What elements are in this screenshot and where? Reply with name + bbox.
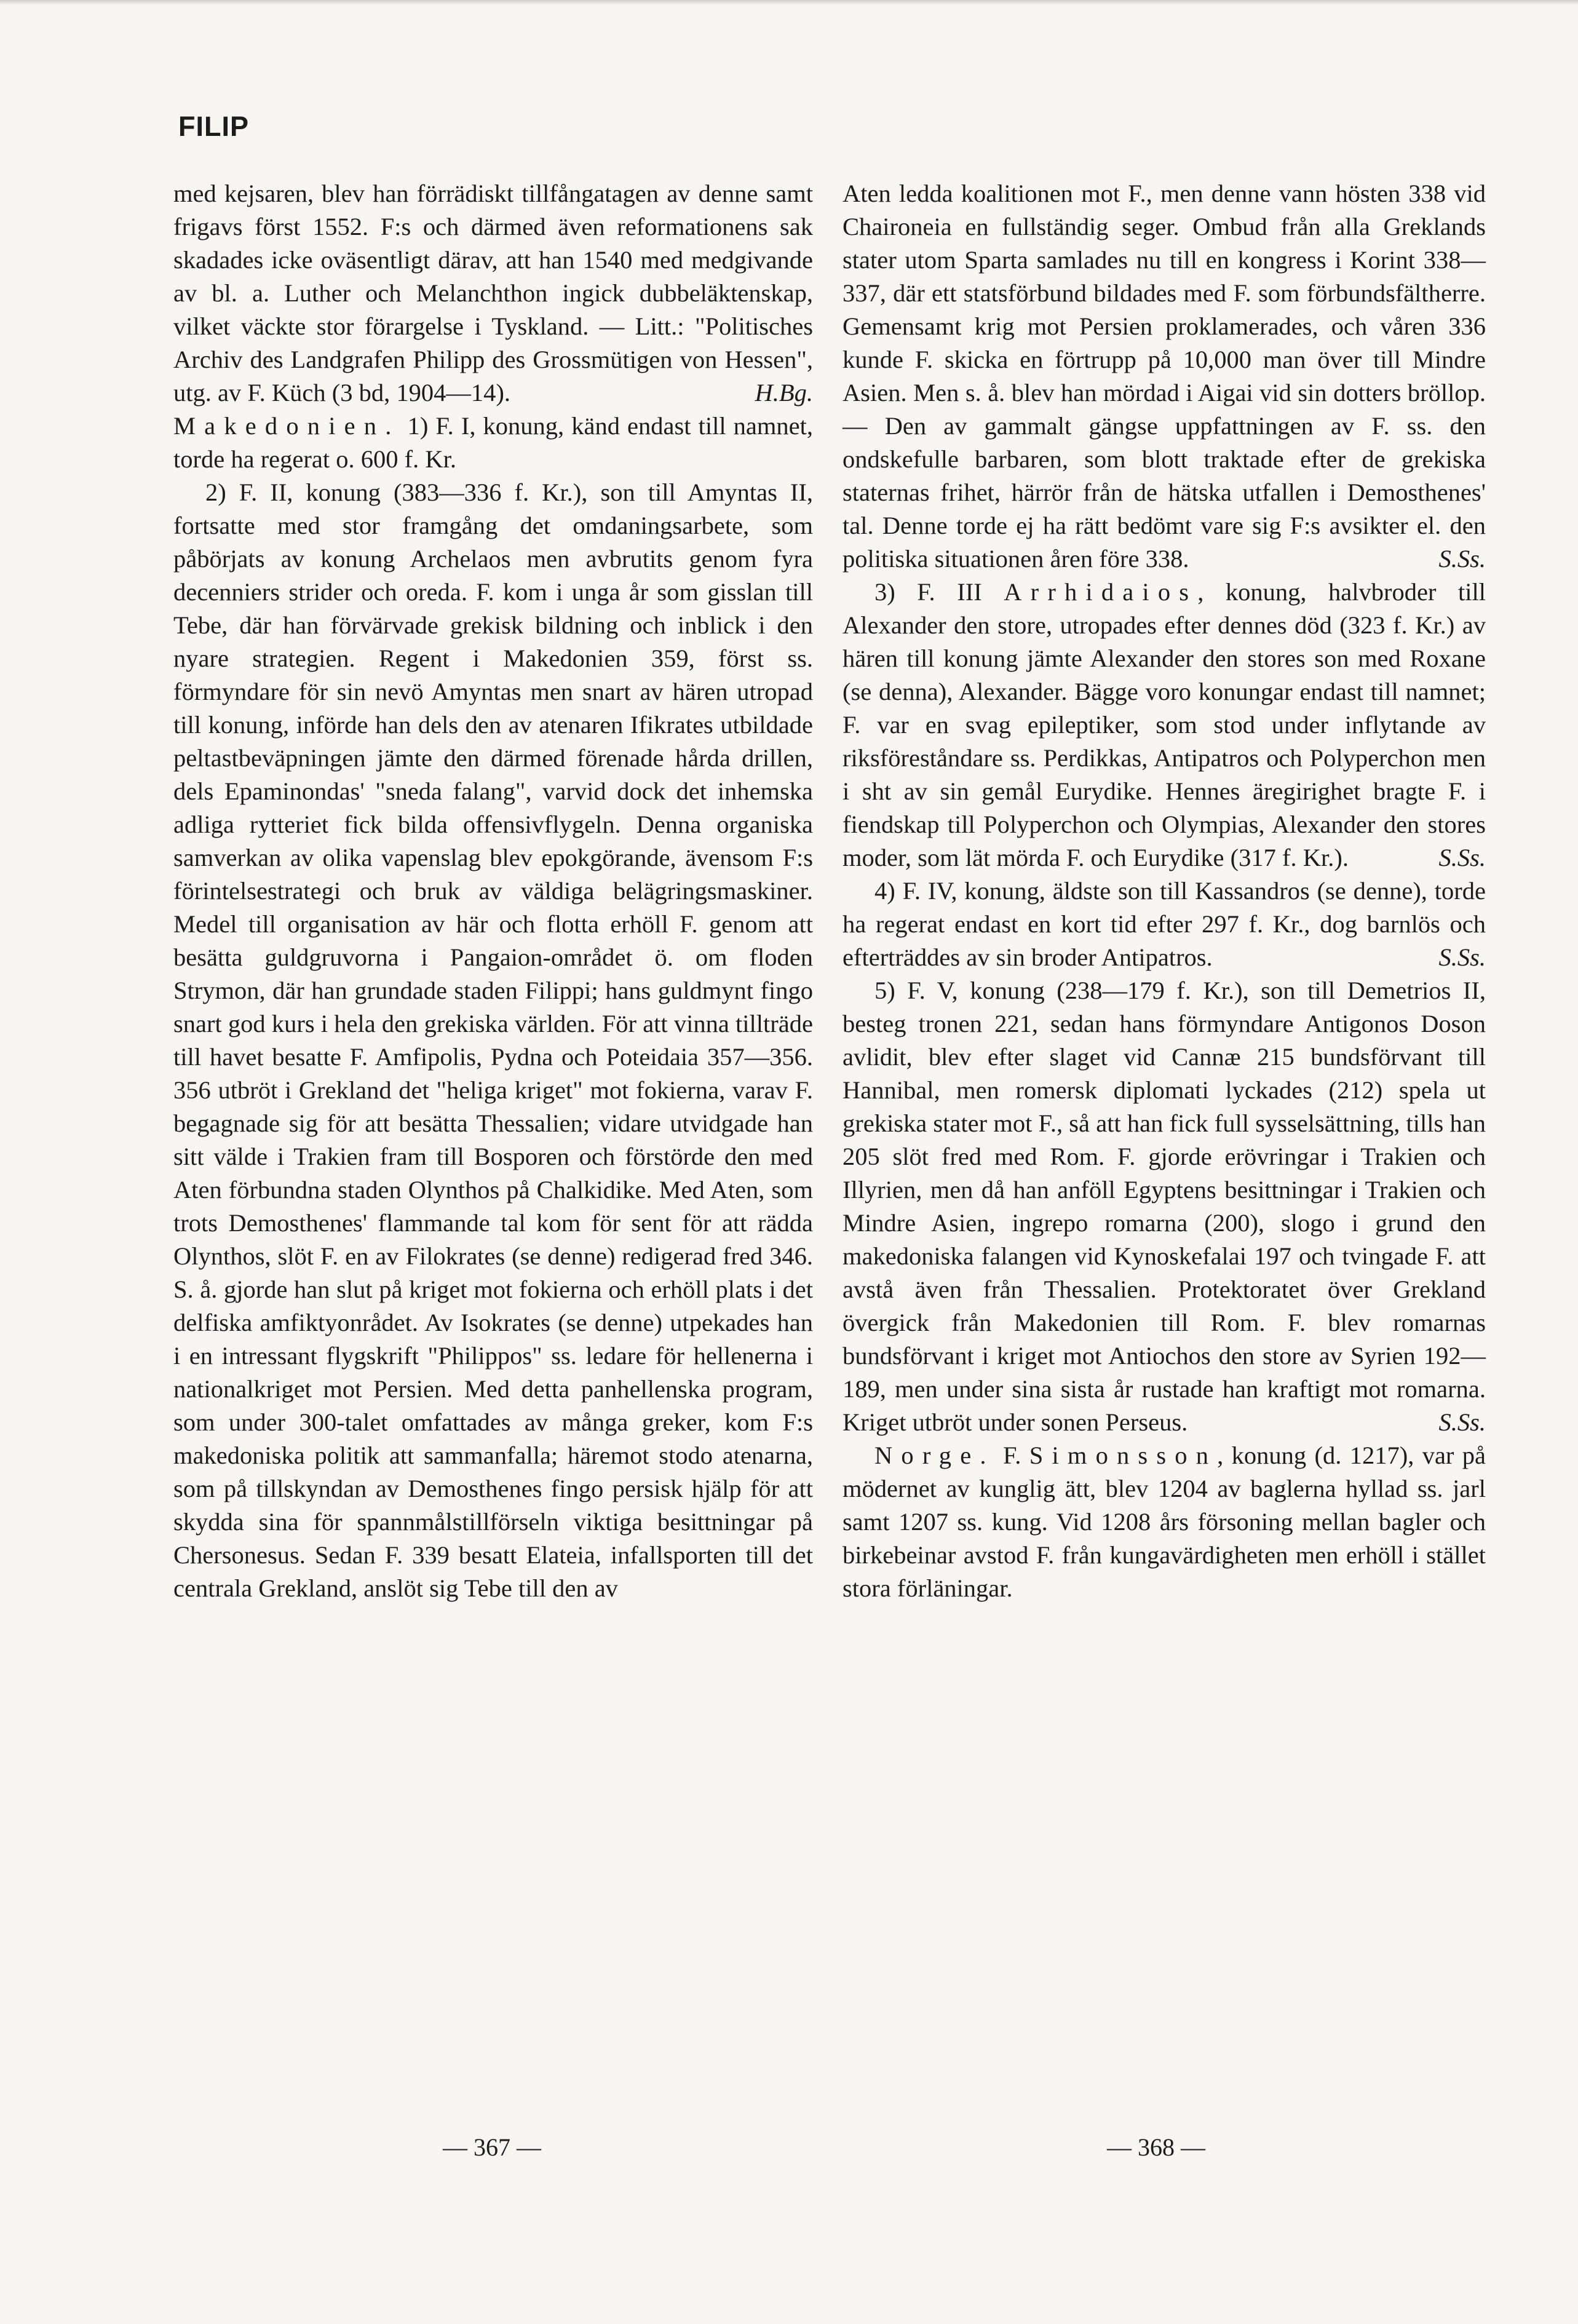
paragraph-filip-ii-continued [843,177,1486,576]
paragraph-text: , konung, halvbroder till Alexander den store, utropades efter dennes död (323 f. Kr.) av hären till konung jämte Alexander den stores son med Roxane (se denna), Alexander. Bägge voro konungar endast till namnet; F. var en svag epileptiker, som stod under inflytande av riksföreståndare ss. Perdikkas, Antipatros och Polyperchon men i sht av sin gemål Eurydike. Hennes äregirighet bragte F. i fiendskap till Polyperchon och Olympias, Alexander den stores moder, som lät mörda F. och Eurydike (317 f. Kr.). [843,578,1486,871]
running-title: FILIP [178,111,249,142]
author-signature: S.Ss. [1438,545,1486,573]
paragraph-makedonien-1 [173,410,813,476]
entry-name: Arrhidaios [1004,578,1198,606]
paragraph-text: , konung (d. 1217), var på mödernet av kunglig ätt, blev 1204 av baglerna hyllad ss. jarl samt 1207 ss. kung. Vid 1208 års försoning mellan bagler och birkebeinar avstod F. från kungavärdigheten men erhöll i stället stora förläningar. [843,1442,1486,1602]
paragraph-norge [843,1439,1486,1605]
page-number-left: — 367 — [443,2133,541,2161]
entry-name: Simonsson [1029,1442,1218,1469]
paragraph-filip-v [843,974,1486,1439]
paragraph-text: 3) F. III [874,578,1004,606]
paragraph-text: 5) F. V, konung (238—179 f. Kr.), son till Demetrios II, besteg tronen 221, sedan hans förmyndare Antigonos Doson avlidit, blev efter slaget vid Cannæ 215 bundsförvant till Hannibal, men romersk diplomati lyckades (212) spela ut grekiska stater mot F., så att han fick full sysselsättning, tills han 205 slöt fred med Rom. F. gjorde erövringar i Trakien och Illyrien, men då han anföll Egyptens besittningar i Trakien och Mindre Asien, ingrepo romarna (200), slogo i grund den makedoniska falangen vid Kynoskefalai 197 och tvingade F. att avstå även från Thessalien. Protektoratet över Grekland övergick från Makedonien till Rom. F. blev romarnas bundsförvant i kriget mot Antiochos den store av Syrien 192—189, men under sina sista år rustade han kraftigt mot romarna. Kriget utbröt under sonen Perseus. [843,977,1486,1436]
author-signature: S.Ss. [1438,844,1486,871]
paragraph-text: F. [994,1442,1029,1469]
paragraph-filip-hessen [173,177,813,410]
paragraph-filip-iii [843,576,1486,874]
paragraph-filip-iv [843,874,1486,974]
paragraph-text: 2) F. II, konung (383—336 f. Kr.), son till Amyntas II, fortsatte med stor framgång det omdaningsarbete, som påbörjats av konung Archelaos men avbrutits genom fyra decenniers strider och oreda. F. kom i unga år som gisslan till Tebe, där han förvärvade grekisk bildning och inblick i den nyare strategien. Regent i Makedonien 359, först ss. förmyndare för sin nevö Amyntas men snart av hären utropad till konung, införde han dels den av atenaren Ifikrates utbildade peltastbeväpningen jämte den därmed förenade hårda drillen, dels Epaminondas' "sneda falang", varvid dock det inhemska adliga rytteriet fick bilda offensivflygeln. Denna organiska samverkan av olika vapenslag blev epokgörande, ävensom F:s förintelsestrategi och bruk av väldiga belägringsmaskiner. Medel till organisation av här och flotta erhöll F. genom att besätta guldgruvorna i Pangaion-området ö. om floden Strymon, där han grundade staden Filippi; hans guldmynt fingo snart god kurs i hela den grekiska världen. För att vinna tillträde till havet besatte F. Amfipolis, Pydna och Poteidaia 357—356. 356 utbröt i Grekland det "heliga kriget" mot fokierna, varav F. begagnade sig för att besätta Thessalien; vidare utvidgade han sitt välde i Trakien fram till Bosporen och förstörde den med Aten förbundna staden Olynthos på Chalkidike. Med Aten, som trots Demosthenes' flammande tal kom för sent för att rädda Olynthos, slöt F. en av Filokrates (se denne) redigerad fred 346. S. å. gjorde han slut på kriget mot fokierna och erhöll plats i det delfiska amfiktyonrådet. Av Isokrates (se denne) utpekades han i en intressant flygskrift "Philippos" ss. ledare för hellenerna i nationalkriget mot Persien. Med detta panhellenska program, som under 300-talet omfattades av många greker, kom F:s makedoniska politik att sammanfalla; häremot stodo atenarna, som på tillskyndan av Demosthenes fingo persisk hjälp för att skydda sina för spannmålstillförseln viktiga besittningar på Chersonesus. Sedan F. 339 besatt Elateia, infallsporten till det centrala Grekland, anslöt sig Tebe till den av [173,478,813,1602]
page-top-edge [0,0,1578,5]
author-signature: S.Ss. [1438,1408,1486,1436]
entry-heading: Norge. [874,1442,995,1469]
paragraph-filip-ii [173,476,813,1605]
paragraph-text: Aten ledda koalitionen mot F., men denne vann hösten 338 vid Chaironeia en fullständig seger. Ombud från alla Greklands stater utom Sparta samlades nu till en kongress i Korint 338—337, där ett statsförbund bildades med F. som förbundsfältherre. Gemensamt krig mot Persien proklamerades, och våren 336 kunde F. skicka en förtrupp på 10,000 man över till Mindre Asien. Men s. å. blev han mördad i Aigai vid sin dotters bröllop. — Den av gammalt gängse uppfattningen av F. ss. den ondskefulle barbaren, som blott traktade efter de grekiska staternas frihet, härrör från de hätska utfallen i Demosthenes' tal. Denne torde ej ha rätt bedömt vare sig F:s avsikter el. den politiska situationen åren före 338. [843,180,1486,573]
paragraph-text: 1) F. I, konung, känd endast till namnet, torde ha regerat o. 600 f. Kr. [173,412,813,473]
author-signature: H.Bg. [755,379,813,407]
paragraph-text: med kejsaren, blev han förrädiskt tillfångatagen av denne samt frigavs först 1552. F:s och därmed även reformationens sak skadades icke oväsentligt därav, att han 1540 med medgivande av bl. a. Luther och Melanchthon ingick dubbeläktenskap, vilket väckte stor förargelse i Tyskland. — Litt.: "Politisches Archiv des Landgrafen Philipp des Grossmütigen von Hessen", utg. av F. Küch (3 bd, 1904—14). [173,180,813,407]
author-signature: S.Ss. [1438,943,1486,971]
paragraph-text: 4) F. IV, konung, äldste son till Kassandros (se denne), torde ha regerat endast en kort tid efter 297 f. Kr., dog barnlös och efterträddes av sin broder Antipatros. [843,877,1486,971]
page-number-right: — 368 — [1107,2133,1205,2161]
entry-heading: Makedonien. [173,412,400,440]
right-column [843,177,1486,1605]
left-column [173,177,813,1605]
